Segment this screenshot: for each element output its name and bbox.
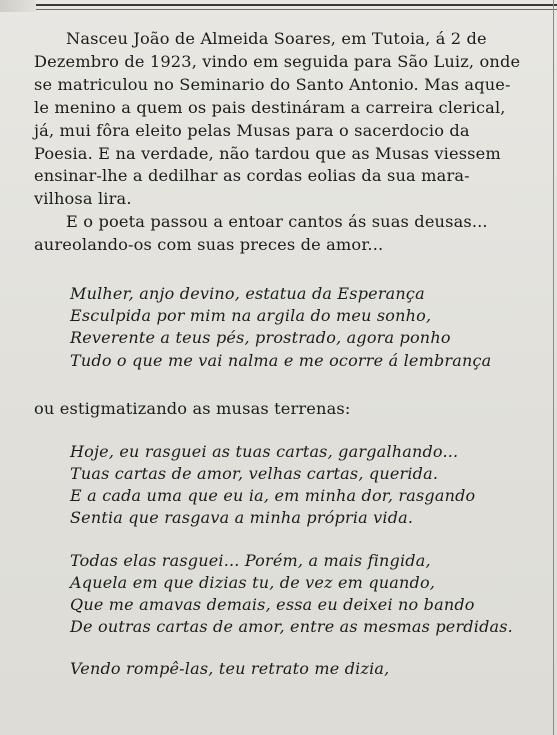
poem-line: Esculpida por mim na argila do meu sonho,: [70, 306, 432, 326]
spacer: [34, 372, 546, 398]
text-line: vilhosa lira.: [34, 189, 132, 209]
spacer: [34, 421, 546, 441]
poem-line: Todas elas rasguei... Porém, a mais fingida,: [70, 550, 431, 570]
poem-line: Aquela em que dizias tu, de vez em quando,: [70, 572, 436, 592]
poem-line: E a cada uma que eu ia, em minha dor, rasgando: [70, 486, 476, 506]
poem-line: De outras cartas de amor, entre as mesmas perdidas.: [70, 617, 513, 637]
text-line: Poesia. E na verdade, não tardou que as Musas viessem: [34, 143, 501, 163]
connector-text: ou estigmatizando as musas terrenas:: [34, 398, 351, 418]
poem-line: Sentia que rasgava a minha própria vida.: [70, 508, 414, 528]
spacer: [34, 530, 546, 550]
poem-line: Tudo o que me vai nalma e me ocorre á lembrança: [70, 350, 492, 370]
paragraph-biography: [34, 28, 546, 211]
poem-stanza-2: [34, 441, 546, 530]
text-line: ensinar-lhe a dedilhar as cordas eolias da sua mara-: [34, 166, 470, 186]
text-line: Dezembro de 1923, vindo em seguida para São Luiz, onde: [34, 51, 521, 71]
poem-line: Hoje, eu rasguei as tuas cartas, gargalhando...: [70, 441, 459, 461]
top-rule: [36, 4, 557, 6]
poem-stanza-1: [34, 283, 546, 372]
top-rule-thin: [36, 9, 557, 10]
poem-line: Que me amavas demais, essa eu deixei no bando: [70, 595, 475, 614]
poem-line: Reverente a teus pés, prostrado, agora ponho: [70, 328, 451, 348]
clipping-edge: [0, 0, 36, 12]
text-line: le menino a quem os pais destináram a carreira clerical,: [34, 97, 506, 117]
paragraph-poet: [34, 211, 546, 257]
poem-stanza-4: [34, 658, 546, 680]
text-line: aureolando-os com suas preces de amor...: [34, 235, 384, 255]
text-line: já, mui fôra eleito pelas Musas para o sacerdocio da: [34, 120, 470, 140]
text-line: Nasceu João de Almeida Soares, em Tutoia, á 2 de: [66, 29, 487, 48]
spacer: [34, 257, 546, 283]
poem-line: Vendo rompê-las, teu retrato me dizia,: [70, 659, 390, 679]
column-rule: [553, 0, 554, 735]
poem-line: Mulher, anjo devino, estatua da Esperança: [70, 284, 425, 304]
article-body: [34, 28, 546, 681]
poem-stanza-3: [34, 550, 546, 639]
poem-line: Tuas cartas de amor, velhas cartas, querida.: [70, 463, 439, 483]
text-line: se matriculou no Seminario do Santo Antonio. Mas aque-: [34, 74, 511, 94]
spacer: [34, 638, 546, 658]
text-line: E o poeta passou a entoar cantos ás suas deusas...: [66, 212, 488, 232]
